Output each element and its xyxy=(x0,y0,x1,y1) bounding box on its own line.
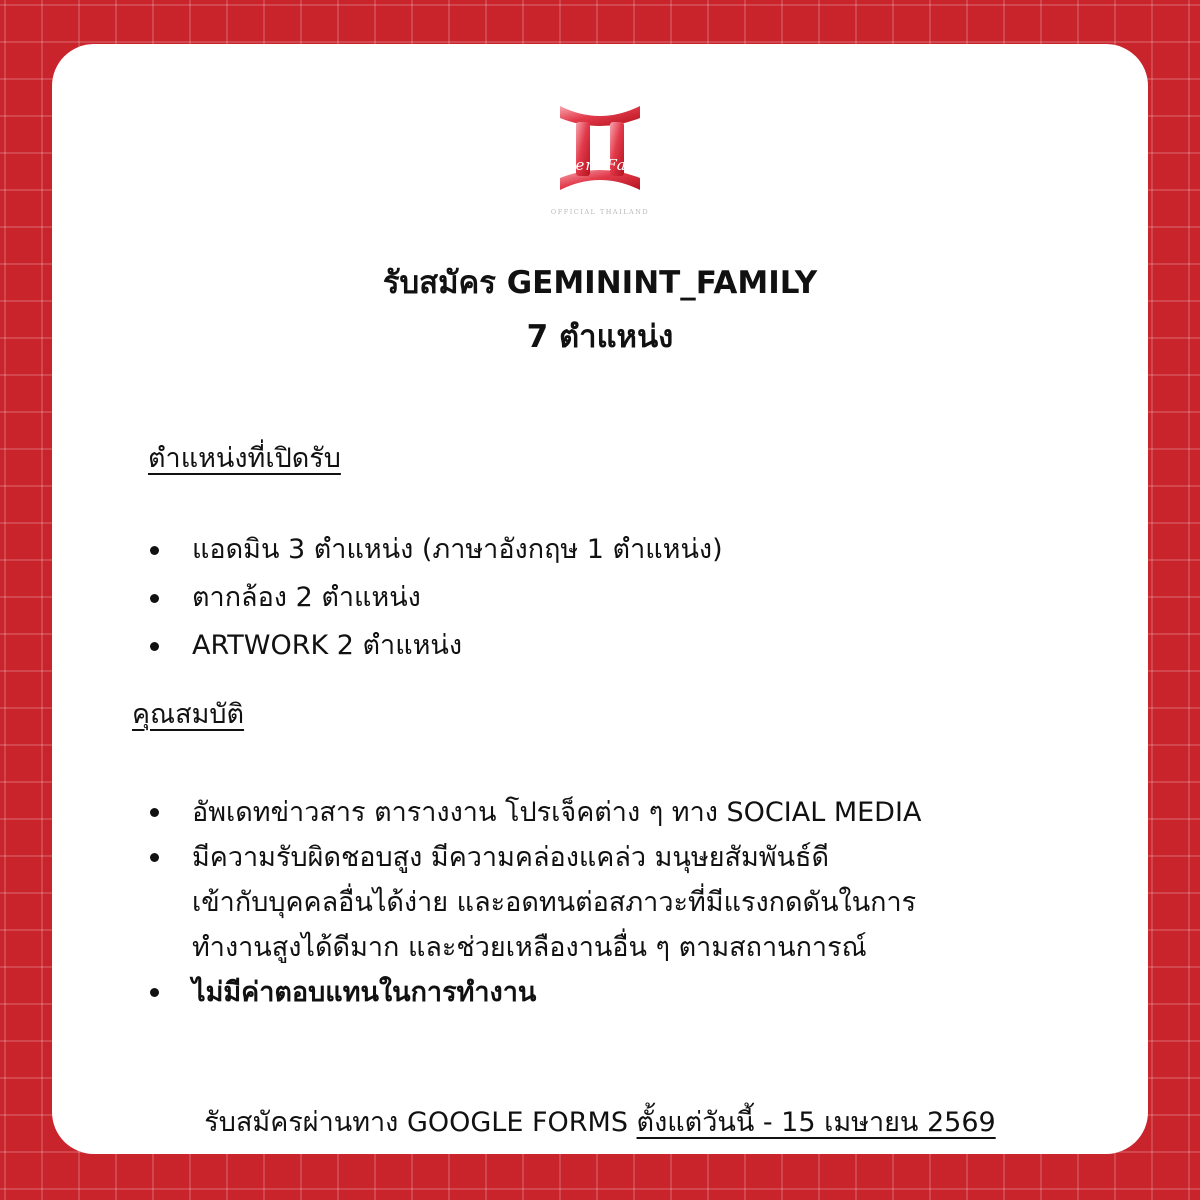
qualifications-list xyxy=(150,790,921,1015)
qualifications-heading: คุณสมบัติ xyxy=(132,699,245,730)
logo-script-text: Gem Fan xyxy=(562,156,638,174)
bullet-icon xyxy=(150,642,159,651)
list-item: อัพเดทข่าวสาร ตารางงาน โปรเจ็คต่าง ๆ ทาง SOCIAL MEDIA xyxy=(150,790,921,835)
bullet-icon xyxy=(150,808,159,817)
announcement-card xyxy=(52,44,1148,1154)
list-item: ARTWORK 2 ตำแหน่ง xyxy=(150,622,723,670)
application-footer xyxy=(52,1100,1148,1143)
list-item: มีความรับผิดชอบสูง มีความคล่องแคล่ว มนุษยสัมพันธ์ดี เข้ากับบุคคลอื่นได้ง่าย และอดทนต่อสภาวะที่มีแรงกดดันในการ ทำงานสูงได้ดีมาก และช่วยเหลืองานอื่น ๆ ตามสถานการณ์ xyxy=(150,835,921,970)
application-deadline: ตั้งแต่วันนี้ - 15 เมษายน 2569 xyxy=(636,1107,996,1138)
announcement-title xyxy=(52,256,1148,364)
gemini-symbol-icon xyxy=(530,92,670,204)
bullet-icon xyxy=(150,853,159,862)
logo-subtitle: OFFICIAL THAILAND xyxy=(550,208,650,216)
list-item: แอดมิน 3 ตำแหน่ง (ภาษาอังกฤษ 1 ตำแหน่ง) xyxy=(150,526,723,574)
bullet-icon xyxy=(150,988,159,997)
gemini-logo xyxy=(530,92,670,220)
footer-text: รับสมัครผ่านทาง GOOGLE FORMS xyxy=(204,1107,628,1138)
title-line-2: 7 ตำแหน่ง xyxy=(526,319,674,355)
title-line-1: รับสมัคร GEMININT_FAMILY xyxy=(382,265,818,301)
list-item: ไม่มีค่าตอบแทนในการทำงาน xyxy=(150,970,921,1015)
positions-list xyxy=(150,526,723,670)
positions-heading: ตำแหน่งที่เปิดรับ xyxy=(148,443,341,474)
bullet-icon xyxy=(150,546,159,555)
list-item: ตากล้อง 2 ตำแหน่ง xyxy=(150,574,723,622)
bullet-icon xyxy=(150,594,159,603)
